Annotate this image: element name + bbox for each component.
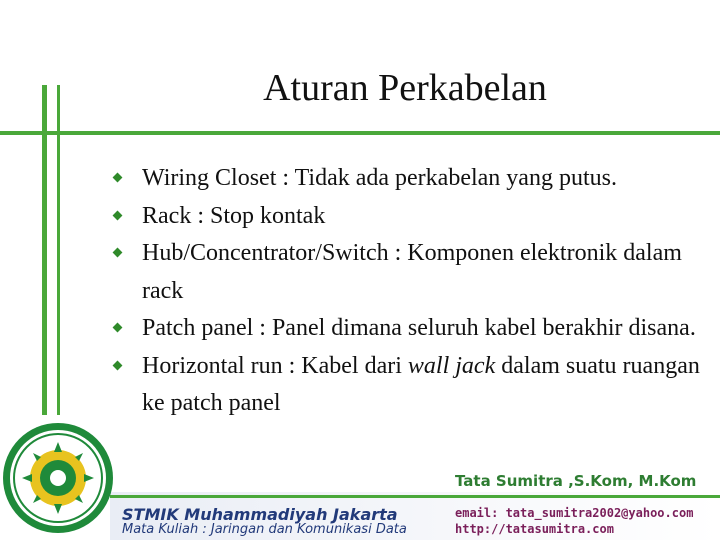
institution-seal-logo	[0, 412, 120, 540]
bullet-text-italic: wall jack	[407, 352, 496, 379]
bullet-text-part: dalam suatu ruangan ke patch panel	[142, 352, 700, 416]
bullet-text: Hub/Concentrator/Switch : Komponen elektronik dalam rack	[142, 240, 682, 304]
bullet-list	[110, 160, 710, 423]
diamond-bullet-icon	[113, 360, 123, 370]
footer-course: Mata Kuliah : Jaringan dan Komunikasi Data	[122, 522, 407, 537]
diamond-bullet-icon	[113, 173, 123, 183]
footer-author: Tata Sumitra ,S.Kom, M.Kom	[455, 472, 697, 490]
footer-divider-line	[110, 495, 720, 498]
diamond-bullet-icon	[113, 248, 123, 258]
bullet-text: Wiring Closet : Tidak ada perkabelan yang putus.	[142, 165, 617, 191]
bullet-text-part: Horizontal run : Kabel dari	[142, 352, 408, 379]
bullet-text: Rack : Stop kontak	[142, 202, 326, 229]
bullet-item	[110, 310, 710, 348]
bullet-item	[110, 348, 710, 423]
bullet-item	[110, 198, 710, 236]
bullet-item	[110, 235, 710, 310]
footer-email: email: tata_sumitra2002@yahoo.com	[455, 506, 694, 520]
footer-institution: STMIK Muhammadiyah Jakarta	[122, 505, 398, 524]
bullet-text: Patch panel : Panel dimana seluruh kabel berakhir disana.	[142, 315, 696, 341]
diamond-bullet-icon	[113, 323, 123, 333]
bullet-item	[110, 160, 710, 198]
footer-website: http://tatasumitra.com	[455, 522, 614, 536]
title-divider-line	[0, 131, 720, 135]
diamond-bullet-icon	[113, 210, 123, 220]
slide-title: Aturan Perkabelan	[263, 67, 547, 109]
